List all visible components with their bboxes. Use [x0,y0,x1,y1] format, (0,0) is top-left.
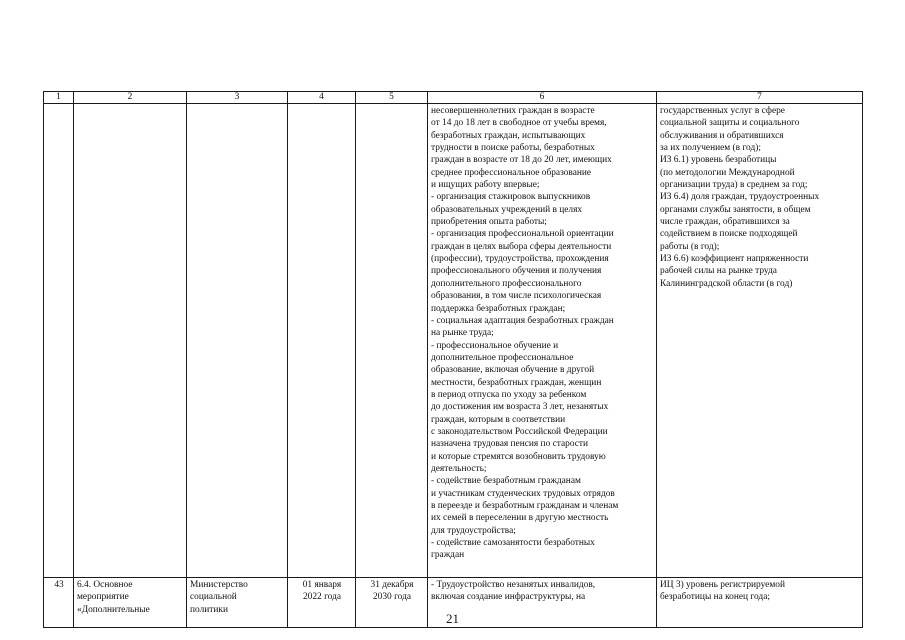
text-line: 01 января [302,580,342,590]
text-line: и ищущих работу впервые; [431,180,540,191]
indicators-cell [657,104,863,578]
text-line: граждан в целях выбора сферы деятельности [431,241,612,252]
text-line: от 14 до 18 лет в свободное от учебы время, [431,118,607,129]
text-line: безработицы на конец года; [660,592,770,603]
table-header-row [44,92,863,104]
header-cell: 6 [428,92,657,104]
text-line: безработных граждан, испытывающих [431,130,586,141]
header-cell: 3 [187,92,288,104]
text-line: для трудоустройства; [431,525,516,536]
text-line: Министерство [190,580,248,590]
table-cell [44,104,74,578]
text-line: Калининградской области (в год) [660,278,793,289]
text-line: ИЗ 6.1) уровень безработицы [660,155,777,166]
text-line: несовершеннолетних граждан в возрасте [431,106,595,116]
text-line: приобретения опыта работы; [431,217,547,228]
text-line: местности, безработных граждан, женщин [431,377,602,388]
text-line: 31 декабря [370,580,414,590]
text-line: - содействие безработным гражданам [431,476,581,487]
text-line: образовательных учреждений в целях [431,204,583,215]
text-line: - организация профессиональной ориентации [431,229,614,240]
text-line: (профессии), трудоустройства, прохождения [431,254,609,265]
text-line: органами службы занятости, в общем [660,204,811,215]
header-cell: 1 [44,92,74,104]
text-line: граждан в возрасте от 18 до 20 лет, имеющих [431,155,612,166]
text-line: - содействие самозанятости безработных [431,538,595,549]
text-line: 2022 года [302,592,342,603]
document-table [43,91,863,628]
header-cell: 7 [657,92,863,104]
text-line: организации труда) в среднем за год; [660,180,808,191]
text-line: среднее профессиональное образование [431,167,592,178]
text-line: и участникам студенческих трудовых отрядов [431,488,615,499]
text-line: с законодательством Российской Федерации [431,426,608,437]
text-line: в период отпуска по уходу за ребенком [431,389,587,400]
header-cell: 5 [356,92,428,104]
table-cell [74,104,187,578]
text-line: поддержка безработных граждан; [431,303,566,314]
text-line: за их получением (в год); [660,143,761,154]
text-line: мероприятие [77,592,129,603]
header-cell: 4 [288,92,356,104]
text-line: работы (в год); [660,241,720,252]
text-line: рабочей силы на рынке труда [660,266,777,277]
text-line: ИЗ 6.6) коэффициент напряженности [660,254,809,265]
activities-cell [428,104,657,578]
text-line: 2030 года [372,592,412,603]
text-line: - организация стажировок выпускников [431,192,591,203]
text-line: образования, в том числе психологическая [431,291,602,302]
text-line: назначена трудовая пенсия по старости [431,439,589,450]
text-line: граждан [431,550,465,561]
text-line: дополнительного профессионального [431,278,582,289]
text-line: обслуживания и обратившихся [660,130,784,141]
text-line: на рынке труда; [431,328,494,339]
text-line: содействием в поиске подходящей [660,229,798,240]
text-line: 6.4. Основное [77,580,133,590]
text-line: - профессиональное обучение и [431,340,559,351]
text-line: - Трудоустройство незанятых инвалидов, [431,580,596,590]
page-number: 21 [446,611,459,626]
text-line: дополнительное профессиональное [431,352,574,363]
text-line: числе граждан, обратившихся за [660,217,790,228]
text-line: в переезде и безработным гражданам и членам [431,501,619,511]
table-cell [187,104,288,578]
text-line: граждан, которым в соответствии [431,414,566,425]
table-cell [288,104,356,578]
text-line: социальной защиты и социального [660,118,800,129]
text-line: государственных услуг в сфере [660,106,785,116]
text-line: включая создание инфраструктуры, на [431,592,586,603]
text-line: образование, включая обучение в другой [431,365,595,376]
header-cell: 2 [74,92,187,104]
text-line: деятельность; [431,463,487,474]
text-line: «Дополнительные [77,604,150,615]
table-row [44,104,863,578]
text-line: и которые стремятся возобновить трудовую [431,451,606,462]
text-line: их семей в переселении в другую местность [431,513,609,524]
text-line: трудности в поиске работы, безработных [431,143,595,154]
text-line: ИЗ 6.4) доля граждан, трудоустроенных [660,192,820,203]
text-line: политики [190,604,228,615]
text-line: профессионального обучения и получения [431,266,602,277]
row-number-cell: 43 [44,578,74,628]
text-line: - социальная адаптация безработных граждан [431,315,614,326]
text-line: (по методологии Международной [660,167,795,178]
text-line: до достижения им возраста 3 лет, незанятых [431,402,609,413]
text-line: ИЦ 3) уровень регистрируемой [660,580,785,590]
table-cell [356,104,428,578]
text-line: социальной [190,592,237,603]
